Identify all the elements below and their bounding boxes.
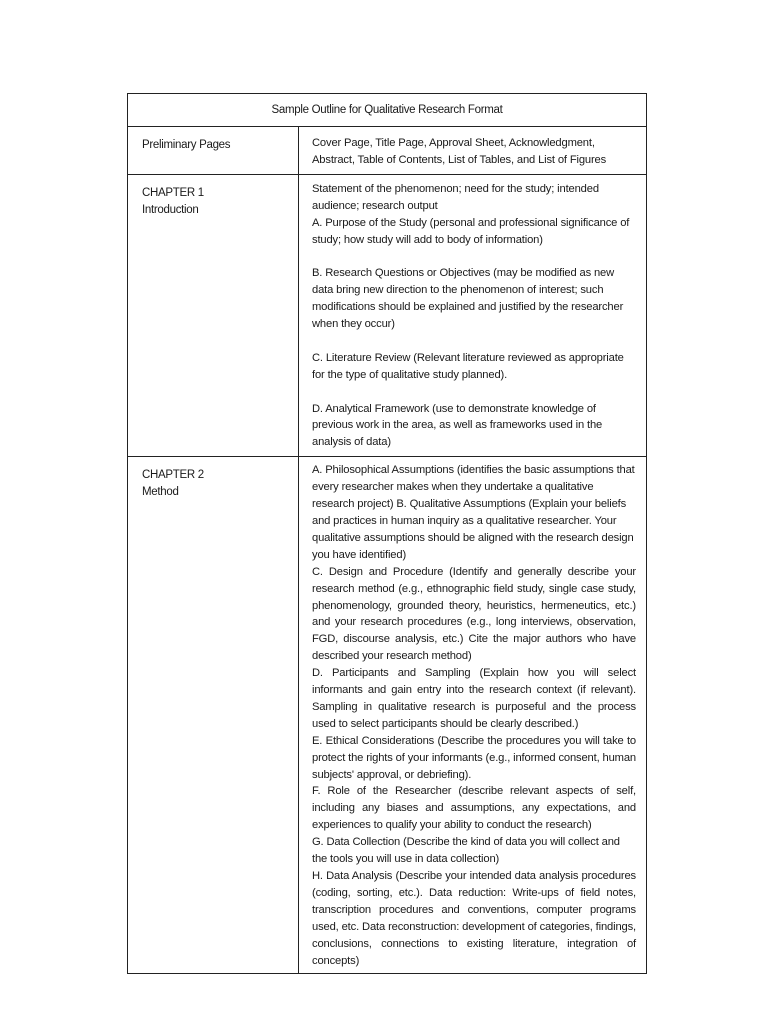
chapter-2-collection: G. Data Collection (Describe the kind of data you will collect and the tools you will use in data collection) xyxy=(312,836,620,866)
chapter-1-framework: D. Analytical Framework (use to demonstrate knowledge of previous work in the area, as well as frameworks used in the analysis of data) xyxy=(312,402,603,449)
chapter-1-intro: Statement of the phenomenon; need for the study; intended audience; research output xyxy=(312,182,599,212)
row-label-chapter-1 xyxy=(128,174,299,456)
table-title-row xyxy=(128,94,647,127)
table-row-chapter-1 xyxy=(128,174,647,456)
chapter-2-ethics: E. Ethical Considerations (Describe the procedures you will take to protect the rights of your informants (e.g., informed consent, human subjects' approval, or debriefing). xyxy=(312,734,636,781)
chapter-2-design: C. Design and Procedure (Identify and generally describe your research method (e.g., ethnographic field study, single case study, phenomenology, grounded theory, heuristics, hermeneutics, etc.) and your research procedures (e.g., long interviews, observation, FGD, discourse analysis, etc.) Cite the major authors who have described your research method) xyxy=(312,565,636,663)
row-label-chapter-2 xyxy=(128,457,299,974)
chapter-2-title: Method xyxy=(142,486,179,499)
chapter-1-title: Introduction xyxy=(142,203,199,216)
chapter-1-questions: B. Research Questions or Objectives (may be modified as new data bring new direction to the phenomenon of interest; such modifications should be explained and justified by the researcher when they occur) xyxy=(312,267,624,331)
preliminary-text: Cover Page, Title Page, Approval Sheet, Acknowledgment, Abstract, Table of Contents, List of Tables, and List of Figures xyxy=(312,137,607,166)
row-content-preliminary xyxy=(299,127,647,175)
row-content-chapter-2 xyxy=(299,457,647,974)
table-row-chapter-2 xyxy=(128,457,647,974)
preliminary-label: Preliminary Pages xyxy=(142,139,231,151)
chapter-1-literature: C. Literature Review (Relevant literature reviewed as appropriate for the type of qualitative study planned). xyxy=(312,351,624,381)
chapter-2-participants: D. Participants and Sampling (Explain how you will select informants and gain entry into the research context (if relevant). Sampling in qualitative research is purposeful and the process used to select participants should be clearly described.) xyxy=(312,667,636,730)
chapter-2-number: CHAPTER 2 xyxy=(142,469,204,482)
table-title: Sample Outline for Qualitative Research Format xyxy=(128,94,647,127)
chapter-1-purpose: A. Purpose of the Study (personal and professional significance of study; how study will add to body of information) xyxy=(312,216,630,246)
row-content-chapter-1 xyxy=(299,174,647,456)
chapter-1-number: CHAPTER 1 xyxy=(142,186,204,199)
row-label-preliminary xyxy=(128,127,299,175)
chapter-2-assumptions: A. Philosophical Assumptions (identifies the basic assumptions that every researcher makes when they undertake a qualitative research project) B. Qualitative Assumptions (Explain your beliefs and practices in human inquiry as a qualitative researcher. Your qualitative assumptions should be aligned with the research design you have identified) xyxy=(312,464,635,561)
table-row-preliminary xyxy=(128,127,647,175)
chapter-2-analysis: H. Data Analysis (Describe your intended data analysis procedures (coding, sorting, etc.). Data reduction: Write-ups of field notes, transcription procedures and conventions, computer programs used, etc. Data reconstruction: development of categories, findings, conclusions, connections to existing literature, integration of concepts) xyxy=(312,870,636,967)
chapter-2-role: F. Role of the Researcher (describe relevant aspects of self, including any biases and assumptions, any expectations, and experiences to qualify your ability to conduct the research) xyxy=(312,785,636,832)
outline-table xyxy=(127,93,647,974)
